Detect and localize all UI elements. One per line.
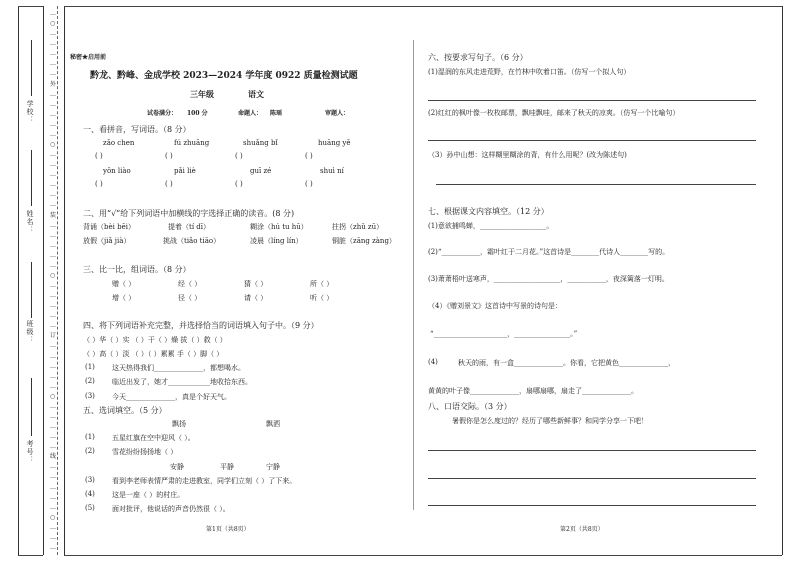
page-border-bottom [64, 555, 782, 556]
q5-word: 飘扬 [172, 420, 186, 428]
cut-line-char: … [50, 221, 56, 229]
q7-item[interactable]: (2)“___________，霜叶红于二月花。”这首诗是________代诗人________写的。 [428, 248, 670, 256]
q1-answer-box[interactable]: ( ) [305, 180, 313, 188]
q2-item[interactable]: 糊涂（hú tu hū） [250, 223, 308, 231]
q3-item[interactable]: 听（ ） [310, 294, 334, 302]
cut-line-char: … [50, 443, 56, 451]
cut-line-char: ○ [50, 140, 56, 148]
q4-sentence[interactable]: 这天热得我们______________，都想喝水。 [112, 364, 245, 372]
cut-line-char: … [50, 312, 56, 320]
cut-line-char: … [50, 463, 56, 471]
cut-line-char: … [50, 533, 56, 541]
subject-label: 语文 [248, 89, 264, 99]
cut-line-char: … [50, 90, 56, 98]
cut-line-char: … [50, 70, 56, 78]
q4-sentence-number: (2) [85, 377, 95, 385]
q5-word: 安静 [170, 463, 184, 471]
q2-item[interactable]: 凌晨（líng lín） [250, 237, 303, 245]
q5-word: 宁静 [266, 463, 280, 471]
q7-item[interactable]: 黄黄的叶子像______________，扇哪扇哪，扇走了______________。 [428, 387, 638, 395]
cut-line-char: ○ [50, 271, 56, 279]
grade-label: 三年级 [190, 89, 214, 99]
q5-heading: 五、选词填空。（5 分） [83, 406, 167, 415]
q7-heading: 七、根据课文内容填空。（12 分） [428, 207, 549, 216]
secret-label: 秘密★启用前 [70, 54, 107, 61]
q8-heading: 八、口语交际。（3 分） [428, 402, 512, 411]
cut-line-char: … [50, 473, 56, 481]
q1-heading: 一、看拼音，写词语。（8 分） [83, 125, 191, 134]
cut-line-char: … [50, 423, 56, 431]
q7-item[interactable]: (1)意欲捕鸣蝉，___________________。 [428, 222, 554, 230]
author-label: 命题人： [238, 110, 263, 117]
name-label: 姓名： [26, 210, 34, 234]
q6-item: （3）孙中山想：这样糊里糊涂的背，有什么用呢？(改为陈述句) [428, 151, 627, 159]
cut-line-char: … [50, 50, 56, 58]
cut-line-char: 订 [50, 332, 57, 340]
q5-sentence-number: (3) [85, 476, 95, 484]
cut-line-char: … [50, 352, 56, 360]
name-field[interactable] [31, 150, 32, 206]
cut-line-char: … [50, 40, 56, 48]
q5-word: 飘洒 [266, 420, 280, 428]
q1-pinyin: huāng yě [318, 139, 351, 147]
q4-sentence-number: (1) [85, 363, 95, 371]
cut-line-char: … [50, 191, 56, 199]
cut-line-char: … [50, 342, 56, 350]
q7-item-number: (4) [428, 358, 438, 366]
q1-pinyin: guī zé [250, 167, 272, 175]
q5-sentence[interactable]: 五星红旗在空中迎风（ ）。 [112, 434, 195, 442]
cut-line-char: … [50, 161, 56, 169]
q5-sentence[interactable]: 看到李老师表情严肃的走进教室，同学们立刻（ ）了下来。 [112, 477, 297, 485]
cut-line-char: 装 [50, 211, 57, 219]
cut-line-char: … [50, 231, 56, 239]
q1-answer-box[interactable]: ( ) [95, 180, 103, 188]
cut-line-char: … [50, 10, 56, 17]
q1-answer-box[interactable]: ( ) [165, 180, 173, 188]
cut-line-char: … [50, 372, 56, 380]
cut-line-char: … [50, 413, 56, 421]
cut-line-char: … [50, 60, 56, 68]
answer-line[interactable] [428, 140, 756, 141]
q6-item: (1)湿润的东风走进荒野，在竹林中吹着口笛。（仿写一个拟人句） [428, 68, 631, 76]
q4-sentence-number: (3) [85, 392, 95, 400]
q1-answer-box[interactable]: ( ) [235, 180, 243, 188]
page-footer-right: 第2页（共8页） [560, 526, 604, 533]
cut-line-char: … [50, 483, 56, 491]
q4-idioms-row[interactable]: （ ）华（ ）实 （ ）干（ ）燥 拔（ ）救（ ） [83, 336, 227, 344]
q8-prompt: 暑假你是怎么度过的？经历了哪些新鲜事？和同学分享一下吧！ [452, 417, 648, 425]
q5-sentence[interactable]: 这是一座（ ）的村庄。 [112, 491, 185, 499]
q7-item: （4）《赠刘景文》这首诗中写景的诗句是： [428, 302, 562, 310]
q6-item: (2)红红的枫叶像一枚枚邮票，飘哇飘哇，邮来了秋天的凉爽。（仿写一个比喻句） [428, 109, 680, 117]
cut-line-char: ○ [50, 513, 56, 521]
exam-no-label: 考号： [26, 440, 34, 464]
cut-line-char: … [50, 130, 56, 138]
q5-word: 平静 [220, 463, 234, 471]
q1-answer-box[interactable]: ( ) [305, 152, 313, 160]
cut-line-char: … [50, 30, 56, 38]
q5-sentence[interactable]: 雪花纷纷扬扬地（ ） [112, 448, 178, 456]
q3-item[interactable]: 猜（ ） [244, 280, 268, 288]
score-value: 100 分 [187, 110, 208, 117]
cut-line-char: 线 [50, 453, 57, 461]
cut-line-char: … [50, 523, 56, 531]
q5-sentence-number: (2) [85, 447, 95, 455]
q2-item[interactable]: 拄拐（zhǔ zū） [332, 223, 384, 231]
column-divider [413, 40, 414, 510]
answer-line[interactable] [428, 505, 756, 506]
q3-item[interactable]: 径（ ） [178, 294, 202, 302]
cut-line-char: … [50, 151, 56, 159]
q1-answer-box[interactable]: ( ) [235, 152, 243, 160]
page-border-right [782, 6, 783, 555]
q7-item[interactable]: “_____________________，________________。” [430, 330, 578, 338]
school-label: 学校： [26, 100, 34, 124]
exam-no-field[interactable] [31, 378, 32, 436]
class-field[interactable] [31, 262, 32, 318]
cut-line-char: … [50, 503, 56, 511]
q1-pinyin: shuì ní [320, 167, 344, 175]
cut-line-char: … [50, 261, 56, 269]
q1-pinyin: fú zhuāng [174, 139, 210, 147]
q3-item[interactable]: 增（ ） [112, 294, 136, 302]
q1-pinyin: shuǎng bǐ [243, 139, 278, 147]
q5-sentence-number: (4) [85, 490, 95, 498]
binding-border-left [18, 6, 19, 555]
q3-heading: 三、比一比，组词语。（8 分） [83, 265, 191, 274]
score-label: 试卷满分： [147, 110, 178, 117]
cut-line-char: … [50, 251, 56, 259]
cut-line-char: ○ [50, 20, 56, 28]
cut-line-char: … [50, 181, 56, 189]
q1-pinyin: yǒn liào [103, 167, 131, 175]
cut-line-char: … [50, 493, 56, 501]
reviewer-label: 审题人： [325, 110, 350, 117]
q2-item[interactable]: 放假（jiǎ jià） [83, 237, 131, 245]
q6-heading: 六、按要求写句子。（6 分） [428, 53, 528, 62]
exam-title: 黔龙、黔峰、金成学校 2023—2024 学年度 0922 质量检测试题 [90, 71, 358, 81]
cut-line-char: … [50, 282, 56, 290]
cut-line-char: … [50, 302, 56, 310]
cut-line-char: 外 [50, 80, 57, 88]
q3-item[interactable]: 所（ ） [310, 280, 334, 288]
q1-pinyin: zǎo chen [103, 139, 135, 147]
cut-line-char: … [50, 292, 56, 300]
answer-line[interactable] [428, 478, 756, 479]
cut-line-char: … [50, 241, 56, 249]
q4-sentence[interactable]: 临近出发了，她才____________地收拾东西。 [112, 378, 252, 386]
q3-item[interactable]: 赠（ ） [112, 280, 136, 288]
q1-answer-box[interactable]: ( ) [165, 152, 173, 160]
answer-line[interactable] [428, 100, 756, 101]
q5-sentence-number: (5) [85, 504, 95, 512]
q1-answer-box[interactable]: ( ) [95, 152, 103, 160]
author-value: 陈瑶 [270, 110, 283, 117]
page-footer-left: 第1页（共8页） [206, 526, 250, 533]
page-border-top [64, 6, 782, 7]
answer-line[interactable] [428, 450, 756, 451]
q4-heading: 四、将下列词语补充完整，并选择恰当的词语填入句子中。（9 分） [83, 321, 319, 330]
cut-line-char: … [50, 100, 56, 108]
cut-line-char: … [50, 382, 56, 390]
cut-line-char: … [50, 433, 56, 441]
q3-item[interactable]: 经（ ） [178, 280, 202, 288]
q5-sentence[interactable]: 面对批评，他说话的声音仍然很（ ）。 [112, 505, 230, 513]
q7-item[interactable]: 秋天的雨，有一盒______________。你看，它把黄色______________， [458, 359, 675, 367]
cut-line-char: … [50, 402, 56, 410]
class-label: 班级： [26, 320, 34, 344]
binding-border-right [43, 6, 44, 555]
q5-sentence-number: (1) [85, 433, 95, 441]
cut-line [57, 6, 58, 555]
q4-sentence[interactable]: 今天______________，真是个好天气。 [112, 393, 231, 401]
q2-heading: 二、用“√”给下列词语中加横线的字选择正确的读音。(8 分) [83, 209, 295, 218]
school-field[interactable] [31, 40, 32, 96]
q2-item[interactable]: 提着（tí dī） [168, 223, 210, 231]
q2-item[interactable]: 背诵（bèi bēi） [83, 223, 135, 231]
q7-item[interactable]: (3)萧萧梧叶送寒声，___________________，___________，夜深篱落一灯明。 [428, 275, 669, 283]
cut-line-char: … [50, 201, 56, 209]
page-border-left [64, 6, 65, 555]
q1-pinyin: pǎi liè [174, 167, 196, 175]
q4-idioms-row[interactable]: （ ）高（ ）淡 （ ）（ ）累累 手（ ）脚（ ） [83, 350, 224, 358]
cut-line-char: … [50, 171, 56, 179]
cut-line-char: … [50, 120, 56, 128]
q2-item[interactable]: 铜脏（zāng zàng） [332, 237, 396, 245]
cut-line-char: … [50, 544, 56, 551]
answer-line[interactable] [436, 184, 756, 185]
q2-item[interactable]: 挑战（tiǎo tiāo） [163, 237, 221, 245]
cut-line-char: … [50, 362, 56, 370]
cut-line-char: … [50, 322, 56, 330]
cut-line-char: ○ [50, 392, 56, 400]
q3-item[interactable]: 请（ ） [244, 294, 268, 302]
cut-line-char: … [50, 110, 56, 118]
